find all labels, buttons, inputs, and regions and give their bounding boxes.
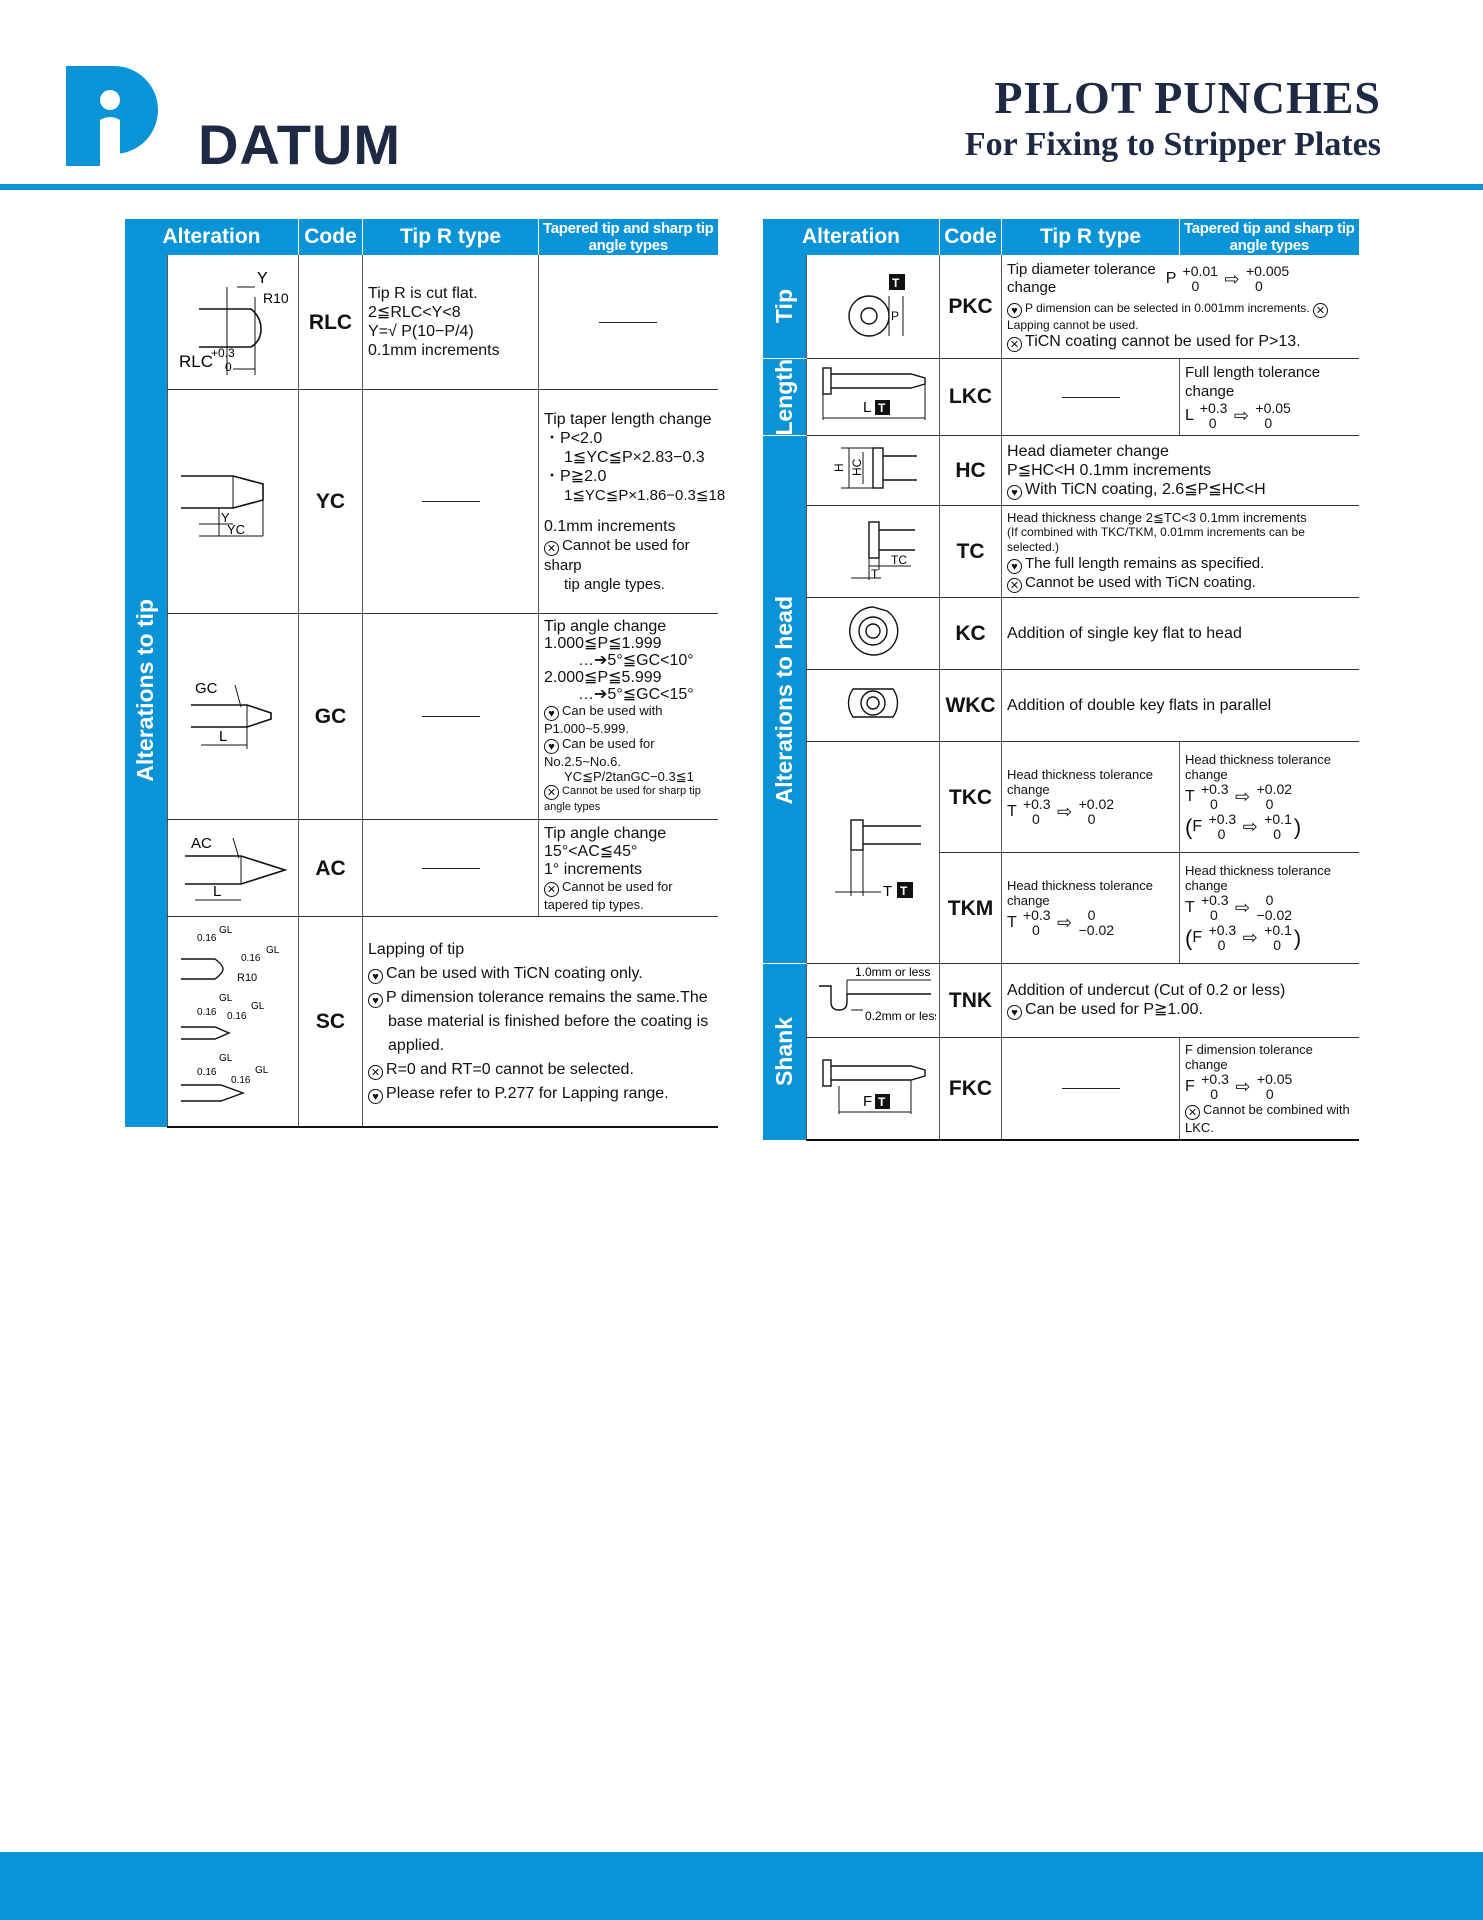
hc-fig-hc: HC: [849, 458, 864, 477]
category-head: [763, 436, 807, 964]
table-row: [763, 670, 1359, 742]
category-label: Shank: [770, 1017, 797, 1087]
tkc-b-line-1: Head thickness tolerance change: [1185, 752, 1331, 783]
head-shank-alterations-table: [762, 219, 1359, 1141]
tip-icon: ♥: [1007, 559, 1022, 574]
tkm-a-var: T: [1007, 914, 1017, 932]
tnk-fig-b: 0.2mm or less: [864, 1009, 936, 1024]
prohibited-icon: ✕: [1007, 337, 1022, 352]
hc-fig-h: H: [831, 463, 846, 473]
tip-icon: ♥: [1007, 303, 1022, 318]
tip-icon: ♥: [368, 969, 383, 984]
pkc-line-1a: Tip diameter tolerance: [1007, 260, 1156, 278]
code-kc: KC: [940, 598, 1002, 670]
arrow-icon: ⇨: [1242, 816, 1258, 837]
tkm-b-line-1: Head thickness tolerance change: [1185, 863, 1331, 894]
ac-fig-ac: AC: [190, 834, 212, 852]
tkm-tip-r: [1002, 853, 1180, 964]
sc-fig-gl: GL: [254, 1065, 268, 1076]
tnk-line-1: Addition of undercut (Cut of 0.2 or less): [1007, 982, 1286, 1000]
rlc-fig-rlc: RLC: [178, 352, 213, 371]
tkc-a-tol1-lo: 0: [1031, 811, 1040, 828]
fkc-tol2-lo: 0: [1265, 1086, 1274, 1103]
gc-tapered: [539, 614, 718, 820]
dash-line: [1062, 1088, 1120, 1089]
category-label: Alterations to tip: [132, 599, 159, 783]
sc-fig-r10: R10: [236, 972, 257, 984]
hc-diagram-icon: [811, 438, 936, 498]
table-header-row: [763, 219, 1359, 255]
pkc-description: [1002, 255, 1359, 358]
tkm-a-tol2-lo: −0.02: [1078, 922, 1115, 939]
fkc-fig-f: F: [862, 1093, 872, 1111]
ac-line-4: Cannot be used for tapered tip types.: [544, 878, 673, 912]
tkm-b-tol2-hi: 0: [1265, 892, 1274, 909]
kc-figure: [807, 598, 940, 670]
code-pkc: PKC: [940, 255, 1002, 358]
code-hc: HC: [940, 436, 1002, 506]
lkc-tip-r: [1002, 358, 1180, 436]
yc-fig-y: Y: [220, 510, 230, 525]
table-row: [125, 390, 718, 614]
rlc-fig-tol-lo: 0: [224, 360, 232, 374]
tkm-b-tol1-hi: +0.3: [1200, 892, 1229, 909]
page-title-block: [965, 72, 1381, 166]
tnk-description: [1002, 964, 1359, 1038]
gc-line-8: YC≦P/2tanGC−0.3≦1: [564, 769, 694, 784]
tc-line-3: The full length remains as specified.: [1025, 555, 1265, 573]
tnk-figure: [807, 964, 940, 1038]
pkc-line-4: TiCN coating cannot be used for P>13.: [1025, 332, 1301, 350]
arrow-icon: ⇨: [1224, 268, 1240, 289]
hc-line-1: Head diameter change: [1007, 442, 1169, 460]
pkc-line-3: Lapping cannot be used.: [1007, 317, 1139, 332]
tnk-diagram-icon: [811, 966, 936, 1030]
hc-line-3: With TiCN coating, 2.6≦P≦HC<H: [1025, 480, 1266, 498]
category-label: Length: [770, 358, 797, 436]
sc-fig-gl: GL: [250, 1001, 264, 1012]
tkc-b-tol2-lo: 0: [1265, 796, 1274, 813]
yc-line-3: 1≦YC≦P×2.83−0.3: [564, 448, 705, 466]
tkc-b-tol3-hi: +0.3: [1208, 811, 1237, 828]
rlc-tip-r: [363, 255, 539, 390]
code-tkm: TKM: [940, 853, 1002, 964]
gc-line-6: Can be used with P1.000~5.999.: [544, 703, 663, 736]
tip-icon: ♥: [368, 1089, 383, 1104]
yc-fig-yc: YC: [226, 522, 245, 537]
rlc-tapered: [539, 255, 718, 390]
fkc-figure: [807, 1038, 940, 1141]
tip-icon: ♥: [368, 993, 383, 1008]
sc-fig-016: 0.16: [196, 1067, 216, 1078]
tnk-line-2: Can be used for P≧1.00.: [1025, 1001, 1203, 1019]
yc-line-5: 1≦YC≦P×1.86−0.3≦18: [564, 486, 726, 504]
fkc-line-1: F dimension tolerance change: [1185, 1042, 1313, 1073]
tkm-b-tol2-lo: −0.02: [1256, 907, 1293, 924]
gc-line-1: Tip angle change: [544, 618, 667, 635]
tc-description: [1002, 506, 1359, 598]
ac-tapered: [539, 820, 718, 917]
gc-fig-l: L: [218, 728, 227, 745]
prohibited-icon: ✕: [368, 1065, 383, 1080]
category-shank: [763, 964, 807, 1141]
pkc-line-2: P dimension can be selected in 0.001mm increments.: [1025, 300, 1310, 315]
pkc-line-1b: change: [1007, 278, 1057, 296]
sc-figure: [168, 917, 299, 1128]
svg-text:T: T: [899, 884, 907, 899]
rlc-figure: [168, 255, 299, 390]
code-ac: AC: [299, 820, 363, 917]
tip-icon: ♥: [1007, 1005, 1022, 1020]
dash-line: [422, 716, 480, 717]
lkc-line-1: Full length tolerance change: [1185, 363, 1321, 400]
pkc-var: P: [1165, 269, 1177, 287]
gc-diagram-icon: [171, 669, 296, 759]
rlc-line-2: 2≦RLC<Y<8: [368, 304, 461, 321]
sc-line-7: Please refer to P.277 for Lapping range.: [386, 1084, 669, 1102]
code-rlc: RLC: [299, 255, 363, 390]
pkc-tol2-lo: 0: [1254, 277, 1263, 294]
sc-description: [363, 917, 718, 1128]
sc-fig-016: 0.16: [196, 933, 216, 944]
tc-fig-tc: TC: [890, 553, 907, 568]
lkc-var: L: [1185, 407, 1194, 425]
code-tkc: TKC: [940, 742, 1002, 853]
sc-line-6: R=0 and RT=0 cannot be selected.: [386, 1060, 634, 1078]
tkm-b-tol3-lo: 0: [1217, 937, 1226, 954]
lkc-figure: [807, 358, 940, 436]
tkc-b-var: T: [1185, 788, 1195, 806]
table-row: [125, 255, 718, 390]
code-gc: GC: [299, 614, 363, 820]
tip-icon: ♥: [1007, 485, 1022, 500]
svg-text:T: T: [877, 1095, 885, 1110]
tkc-a-tol2-lo: 0: [1087, 811, 1096, 828]
ac-figure: [168, 820, 299, 917]
gc-line-7: Can be used for No.2.5~No.6.: [544, 736, 655, 769]
tkc-a-tol2-hi: +0.02: [1078, 796, 1115, 813]
kc-diagram-icon: [811, 601, 936, 661]
sc-line-2: Can be used with TiCN coating only.: [386, 964, 643, 982]
prohibited-icon: ✕: [1185, 1105, 1200, 1120]
lkc-fig-l: L: [862, 399, 871, 417]
page-header: [0, 0, 1483, 190]
col-tip-r: Tip R type: [1002, 219, 1180, 255]
page-subtitle: For Fixing to Stripper Plates: [964, 126, 1381, 163]
tc-line-2: (If combined with TKC/TKM, 0.01mm increments can be selected.): [1007, 525, 1305, 555]
category-label: Tip: [770, 289, 797, 324]
category-tip: [125, 255, 168, 1127]
table-header-row: [125, 219, 718, 255]
pkc-tol2-hi: +0.005: [1245, 262, 1290, 279]
prohibited-icon: ✕: [544, 785, 559, 800]
sc-fig-gl: GL: [265, 945, 279, 956]
kc-description: Addition of single key flat to head: [1002, 598, 1359, 670]
lkc-tol1-hi: +0.3: [1199, 399, 1228, 416]
yc-line-1: Tip taper length change: [544, 410, 712, 428]
rlc-fig-y: Y: [256, 270, 268, 287]
tkc-diagram-icon: [811, 800, 936, 900]
table-row: [763, 506, 1359, 598]
lkc-tol1-lo: 0: [1208, 414, 1217, 431]
tc-fig-t: T: [870, 567, 878, 582]
tkc-b-tol4-hi: +0.1: [1264, 811, 1292, 828]
tkc-fig-t: T: [882, 883, 892, 901]
yc-line-7: Cannot be used for sharp: [544, 536, 690, 574]
fkc-tol1-lo: 0: [1210, 1086, 1219, 1103]
tkc-b-tol3-lo: 0: [1217, 826, 1226, 843]
table-row: [763, 742, 1359, 853]
svg-text:T: T: [877, 401, 885, 416]
table-row: [763, 964, 1359, 1038]
sc-fig-016: 0.16: [196, 1007, 216, 1018]
rlc-fig-tol-hi: +0.3: [210, 346, 235, 360]
sc-fig-016: 0.16: [230, 1075, 250, 1086]
table-row: [763, 1038, 1359, 1141]
hc-line-2: P≦HC<H 0.1mm increments: [1007, 461, 1212, 479]
gc-fig-gc: GC: [194, 680, 217, 697]
table-row: [125, 614, 718, 820]
prohibited-icon: ✕: [1313, 303, 1328, 318]
lkc-tol2-hi: +0.05: [1255, 399, 1291, 416]
wkc-description: Addition of double key flats in parallel: [1002, 670, 1359, 742]
tkm-tapered: Head thickness tolerance change T +0.3 0 ⇨ 0 −0.02 (F +0.3 0 ⇨ +0.1 0 ): [1180, 853, 1359, 964]
sc-line-3: P dimension tolerance remains the same.The: [386, 988, 708, 1006]
sc-diagram-icon: [171, 919, 296, 1119]
lkc-tapered: [1180, 358, 1359, 436]
code-tc: TC: [940, 506, 1002, 598]
tkc-b-tol1-lo: 0: [1209, 796, 1218, 813]
tkm-b-tol4-lo: 0: [1273, 937, 1282, 954]
tkc-b-tol2-hi: +0.02: [1256, 781, 1293, 798]
tc-diagram-icon: [811, 516, 936, 582]
col-code: Code: [299, 219, 363, 255]
sc-line-4: base material is finished before the coating is: [388, 1012, 709, 1030]
rlc-line-4: 0.1mm increments: [368, 342, 500, 359]
arrow-icon: ⇨: [1235, 1076, 1251, 1097]
tkc-a-var: T: [1007, 803, 1017, 821]
fkc-var: F: [1185, 1078, 1195, 1096]
tkc-tip-r: [1002, 742, 1180, 853]
tkc-a-line-1: Head thickness tolerance change: [1007, 767, 1153, 798]
tip-alterations-table: [124, 219, 726, 1128]
tkm-a-tol2-hi: 0: [1087, 907, 1096, 924]
gc-line-2: 1.000≦P≦1.999: [544, 635, 662, 652]
gc-figure: [168, 614, 299, 820]
arrow-icon: ⇨: [1235, 897, 1251, 918]
yc-figure: [168, 390, 299, 614]
code-sc: SC: [299, 917, 363, 1128]
tkm-b-tol3-hi: +0.3: [1208, 922, 1237, 939]
fkc-tapered: [1180, 1038, 1359, 1141]
col-alteration: Alteration: [125, 219, 299, 255]
tkc-tapered: Head thickness tolerance change T +0.3 0 ⇨ +0.02 0 (F +0.3 0 ⇨ +0.1 0 ): [1180, 742, 1359, 853]
tkc-b-tol1-hi: +0.3: [1200, 781, 1229, 798]
yc-line-4: ・P≧2.0: [544, 467, 607, 485]
pkc-diagram-icon: [811, 264, 936, 344]
yc-tip-r: [363, 390, 539, 614]
arrow-icon: ⇨: [1057, 912, 1073, 933]
ac-line-3: 1° increments: [544, 860, 643, 878]
brand-name: DATUM: [198, 113, 402, 176]
fkc-diagram-icon: [811, 1054, 936, 1118]
table-row: [763, 358, 1359, 436]
category-length: [763, 358, 807, 436]
prohibited-icon: ✕: [1007, 578, 1022, 593]
fkc-tol1-hi: +0.3: [1201, 1071, 1229, 1088]
table-row: [763, 255, 1359, 358]
hc-figure: [807, 436, 940, 506]
dash-line: [422, 868, 480, 869]
yc-tapered: [539, 390, 726, 614]
prohibited-icon: ✕: [544, 882, 559, 897]
wkc-diagram-icon: [811, 673, 936, 733]
arrow-icon: ⇨: [1057, 801, 1073, 822]
gc-tip-r: [363, 614, 539, 820]
yc-diagram-icon: [171, 454, 296, 544]
wkc-figure: [807, 670, 940, 742]
ac-tip-r: [363, 820, 539, 917]
table-row: [125, 917, 718, 1128]
pkc-figure: [807, 255, 940, 358]
tkm-b-var2: F: [1192, 929, 1203, 947]
page-title: PILOT PUNCHES: [994, 72, 1381, 123]
code-lkc: LKC: [940, 358, 1002, 436]
gc-line-3: …➔5°≦GC<10°: [578, 652, 694, 669]
tkm-a-tol1-lo: 0: [1031, 922, 1040, 939]
col-tip-r: Tip R type: [363, 219, 539, 255]
fkc-tip-r: [1002, 1038, 1180, 1141]
category-label: Alterations to head: [770, 595, 797, 804]
category-tip: [763, 255, 807, 358]
tkm-b-tol1-lo: 0: [1209, 907, 1218, 924]
code-yc: YC: [299, 390, 363, 614]
dash-line: [599, 322, 657, 323]
rlc-diagram-icon: [171, 257, 296, 382]
tip-icon: ♥: [544, 739, 559, 754]
fkc-tol2-hi: +0.05: [1256, 1071, 1293, 1088]
fkc-line-2: Cannot be combined with LKC.: [1185, 1102, 1350, 1136]
rlc-line-3: Y=√ P(10−P/4): [368, 323, 474, 340]
code-tnk: TNK: [940, 964, 1002, 1038]
pkc-tol1-lo: 0: [1191, 277, 1200, 294]
sc-line-1: Lapping of tip: [368, 940, 465, 958]
sc-fig-gl: GL: [218, 1053, 232, 1064]
code-fkc: FKC: [940, 1038, 1002, 1141]
col-code: Code: [940, 219, 1002, 255]
lkc-tol2-lo: 0: [1264, 414, 1273, 431]
sc-fig-gl: GL: [218, 925, 232, 936]
pkc-fig-p: P: [890, 308, 899, 323]
ac-line-2: 15°<AC≦45°: [544, 842, 638, 860]
sc-fig-gl: GL: [218, 993, 232, 1004]
table-row: [125, 820, 718, 917]
dash-line: [422, 501, 480, 502]
ac-line-1: Tip angle change: [544, 824, 667, 842]
prohibited-icon: ✕: [544, 541, 559, 556]
ac-fig-l: L: [212, 882, 221, 900]
col-tapered: Tapered tip and sharp tip angle types: [1180, 219, 1359, 255]
gc-line-5: …➔5°≦GC<15°: [578, 686, 694, 703]
sc-fig-016: 0.16: [240, 953, 260, 964]
tkc-a-tol1-hi: +0.3: [1022, 796, 1051, 813]
header-divider: [0, 184, 1483, 190]
yc-line-6: 0.1mm increments: [544, 517, 676, 535]
arrow-icon: ⇨: [1233, 405, 1249, 426]
gc-line-9: Cannot be used for sharp tip angle types: [544, 785, 701, 813]
sc-fig-016: 0.16: [226, 1011, 246, 1022]
tkc-figure: [807, 742, 940, 964]
tkc-b-var2: F: [1192, 818, 1203, 836]
tc-figure: [807, 506, 940, 598]
rlc-line-1: Tip R is cut flat.: [368, 285, 478, 302]
tkm-a-line-1: Head thickness tolerance change: [1007, 878, 1153, 909]
pkc-tol1-hi: +0.01: [1182, 262, 1218, 279]
yc-line-2: ・P<2.0: [544, 429, 603, 447]
hc-description: [1002, 436, 1359, 506]
table-row: [763, 598, 1359, 670]
tc-line-4: Cannot be used with TiCN coating.: [1025, 574, 1256, 592]
ac-diagram-icon: [171, 826, 296, 906]
col-tapered: Tapered tip and sharp tip angle types: [539, 219, 718, 255]
table-row: [763, 436, 1359, 506]
tkc-b-tol4-lo: 0: [1273, 826, 1282, 843]
rlc-fig-r10: R10: [262, 290, 289, 306]
tc-line-1: Head thickness change 2≦TC<3 0.1mm increments: [1007, 510, 1307, 526]
yc-line-8: tip angle types.: [564, 575, 665, 593]
svg-text:T: T: [891, 275, 899, 290]
gc-line-4: 2.000≦P≦5.999: [544, 669, 662, 686]
tnk-fig-a: 1.0mm or less: [854, 966, 930, 980]
tkm-a-tol1-hi: +0.3: [1022, 907, 1051, 924]
tkm-b-var: T: [1185, 899, 1195, 917]
datum-logo-icon: [66, 66, 166, 166]
dash-line: [1062, 397, 1120, 398]
footer-bar: [0, 1852, 1483, 1920]
tkm-b-tol4-hi: +0.1: [1264, 922, 1292, 939]
lkc-diagram-icon: [811, 362, 936, 426]
arrow-icon: ⇨: [1235, 786, 1251, 807]
col-alteration: Alteration: [763, 219, 940, 255]
tip-icon: ♥: [544, 706, 559, 721]
sc-line-5: applied.: [388, 1036, 445, 1054]
code-wkc: WKC: [940, 670, 1002, 742]
arrow-icon: ⇨: [1242, 927, 1258, 948]
